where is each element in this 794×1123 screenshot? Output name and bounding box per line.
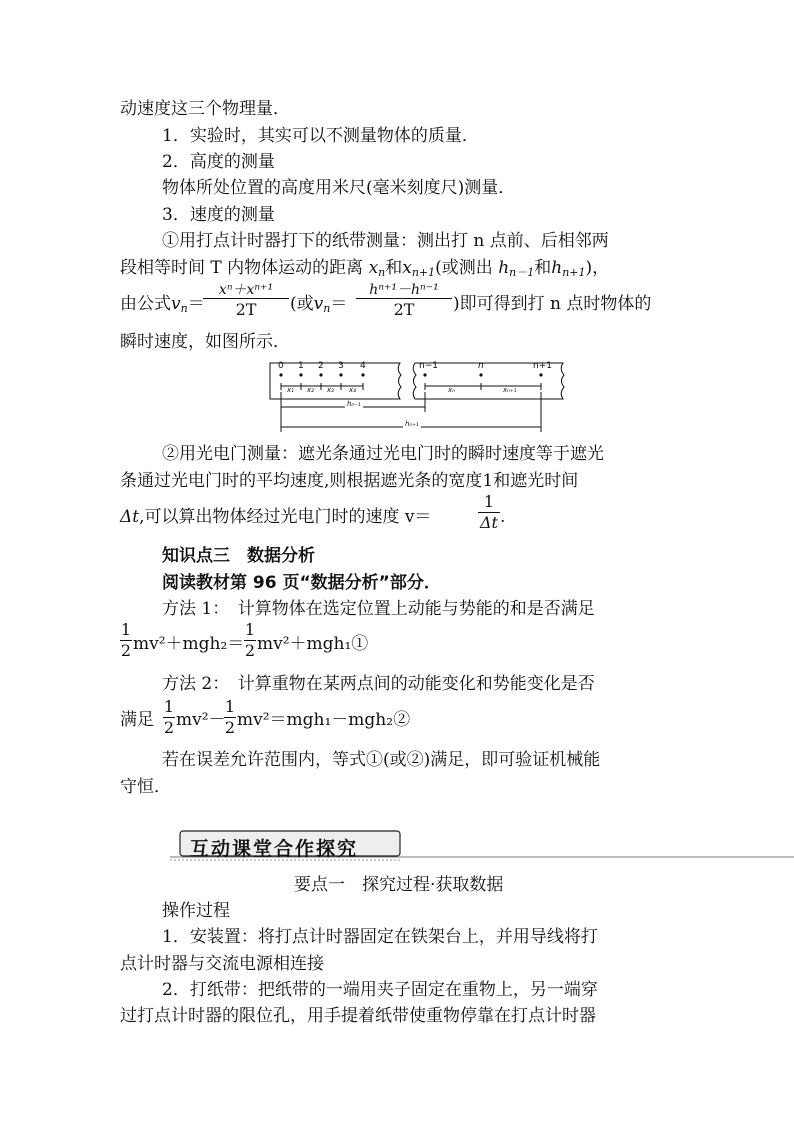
- heading: 知识点三 数据分析: [162, 546, 315, 566]
- text-line: .: [500, 507, 506, 527]
- fraction-half: $\frac{1}{2}$: [244, 620, 256, 660]
- x-label: x₃: [327, 386, 334, 394]
- formula-line: mv²＋mgh₂＝: [133, 634, 245, 654]
- text-line: 若在误差允许范围内，等式①(或②)满足，即可验证机械能: [162, 750, 601, 770]
- formula-line: mv²－: [176, 710, 226, 730]
- tape-label: 4: [360, 361, 366, 371]
- text-line: 1．安装置：将打点计时器固定在铁架台上，并用导线将打: [162, 927, 598, 947]
- tape-label: n+1: [533, 361, 552, 371]
- h-label: hₙ₊₁: [405, 420, 419, 428]
- text-line: 条通过光电门时的平均速度,则根据遮光条的宽度1和遮光时间: [120, 471, 579, 491]
- text-line: ②用光电门测量：遮光条通过光电门时的瞬时速度等于遮光: [162, 444, 604, 464]
- fraction-half: $\frac{1}{2}$: [224, 697, 236, 737]
- diagram-labels: [265, 361, 575, 441]
- text-line: Δt,可以算出物体经过光电门时的速度 v＝: [120, 507, 432, 527]
- tape-label: n−1: [419, 361, 438, 371]
- formula-line: 由公式$v_n=$: [120, 294, 205, 315]
- banner-title: 互动课堂合作探究: [190, 838, 359, 860]
- text-line: 点计时器与交流电源相连接: [120, 954, 324, 974]
- text-line: 2．打纸带：把纸带的一端用夹子固定在重物上，另一端穿: [162, 980, 598, 1000]
- text-line: 过打点计时器的限位孔，用手提着纸带使重物停靠在打点计时器: [120, 1006, 596, 1026]
- x-label: x₂: [307, 386, 314, 394]
- formula-line: (或$v_n=$: [290, 294, 348, 315]
- text-line: 物体所处位置的高度用米尺(毫米刻度尺)测量．: [162, 178, 516, 198]
- text-line: 3．速度的测量: [162, 205, 275, 225]
- fraction-half: $\frac{1}{2}$: [120, 620, 132, 660]
- formula-line: 满足: [120, 710, 154, 730]
- x-label: x₄: [349, 386, 356, 394]
- section-banner: [160, 825, 794, 865]
- heading: 阅读教材第 96 页“数据分析”部分．: [162, 573, 441, 593]
- text-line: 动速度这三个物理量．: [120, 99, 290, 119]
- formula-line: mv²＋mgh₁①: [257, 634, 369, 654]
- fraction-1: $\frac{\text{xⁿ＋xⁿ⁺¹}}{2T}$: [203, 282, 289, 321]
- text-line: 操作过程: [162, 901, 230, 921]
- text-line: 瞬时速度，如图所示．: [120, 332, 290, 352]
- fraction-3: $\frac{1}{\Delta t}$: [478, 492, 500, 533]
- text-line: 2．高度的测量: [162, 152, 275, 172]
- text-line: 方法 2： 计算重物在某两点间的动能变化和势能变化是否: [162, 674, 595, 694]
- fraction-half: $\frac{1}{2}$: [163, 697, 175, 737]
- tape-label: 3: [338, 361, 344, 371]
- text-line: 1．实验时，其实可以不测量物体的质量．: [162, 126, 479, 146]
- x-label: x₁: [287, 386, 294, 394]
- tape-label: 2: [318, 361, 324, 371]
- tape-label: 1: [298, 361, 304, 371]
- h-label: hₙ₋₁: [347, 400, 361, 408]
- text-line: ①用打点计时器打下的纸带测量：测出打 n 点前、后相邻两: [162, 231, 609, 251]
- tape-label: n: [478, 361, 484, 371]
- text-line: 守恒．: [120, 777, 171, 797]
- fraction-2: $\frac{\text{hⁿ⁺¹－hⁿ⁻¹}}{2T}$: [356, 282, 452, 321]
- text-line: 方法 1： 计算物体在选定位置上动能与势能的和是否满足: [162, 599, 595, 619]
- section-title: 要点一 探究过程·获取数据: [294, 875, 504, 895]
- tape-label: 0: [278, 361, 284, 371]
- x-label: xₙ: [448, 386, 455, 394]
- x-label: xₙ₊₁: [503, 386, 517, 394]
- formula-line: mv²＝mgh₁－mgh₂②: [237, 710, 411, 730]
- text-line: 段相等时间 T 内物体运动的距离 $x_n$和$x_{n+1}$(或测出 $h_{n-1}$和$h_{n+1}$)，: [120, 258, 610, 279]
- text-line: )即可得到打 n 点时物体的: [453, 294, 652, 314]
